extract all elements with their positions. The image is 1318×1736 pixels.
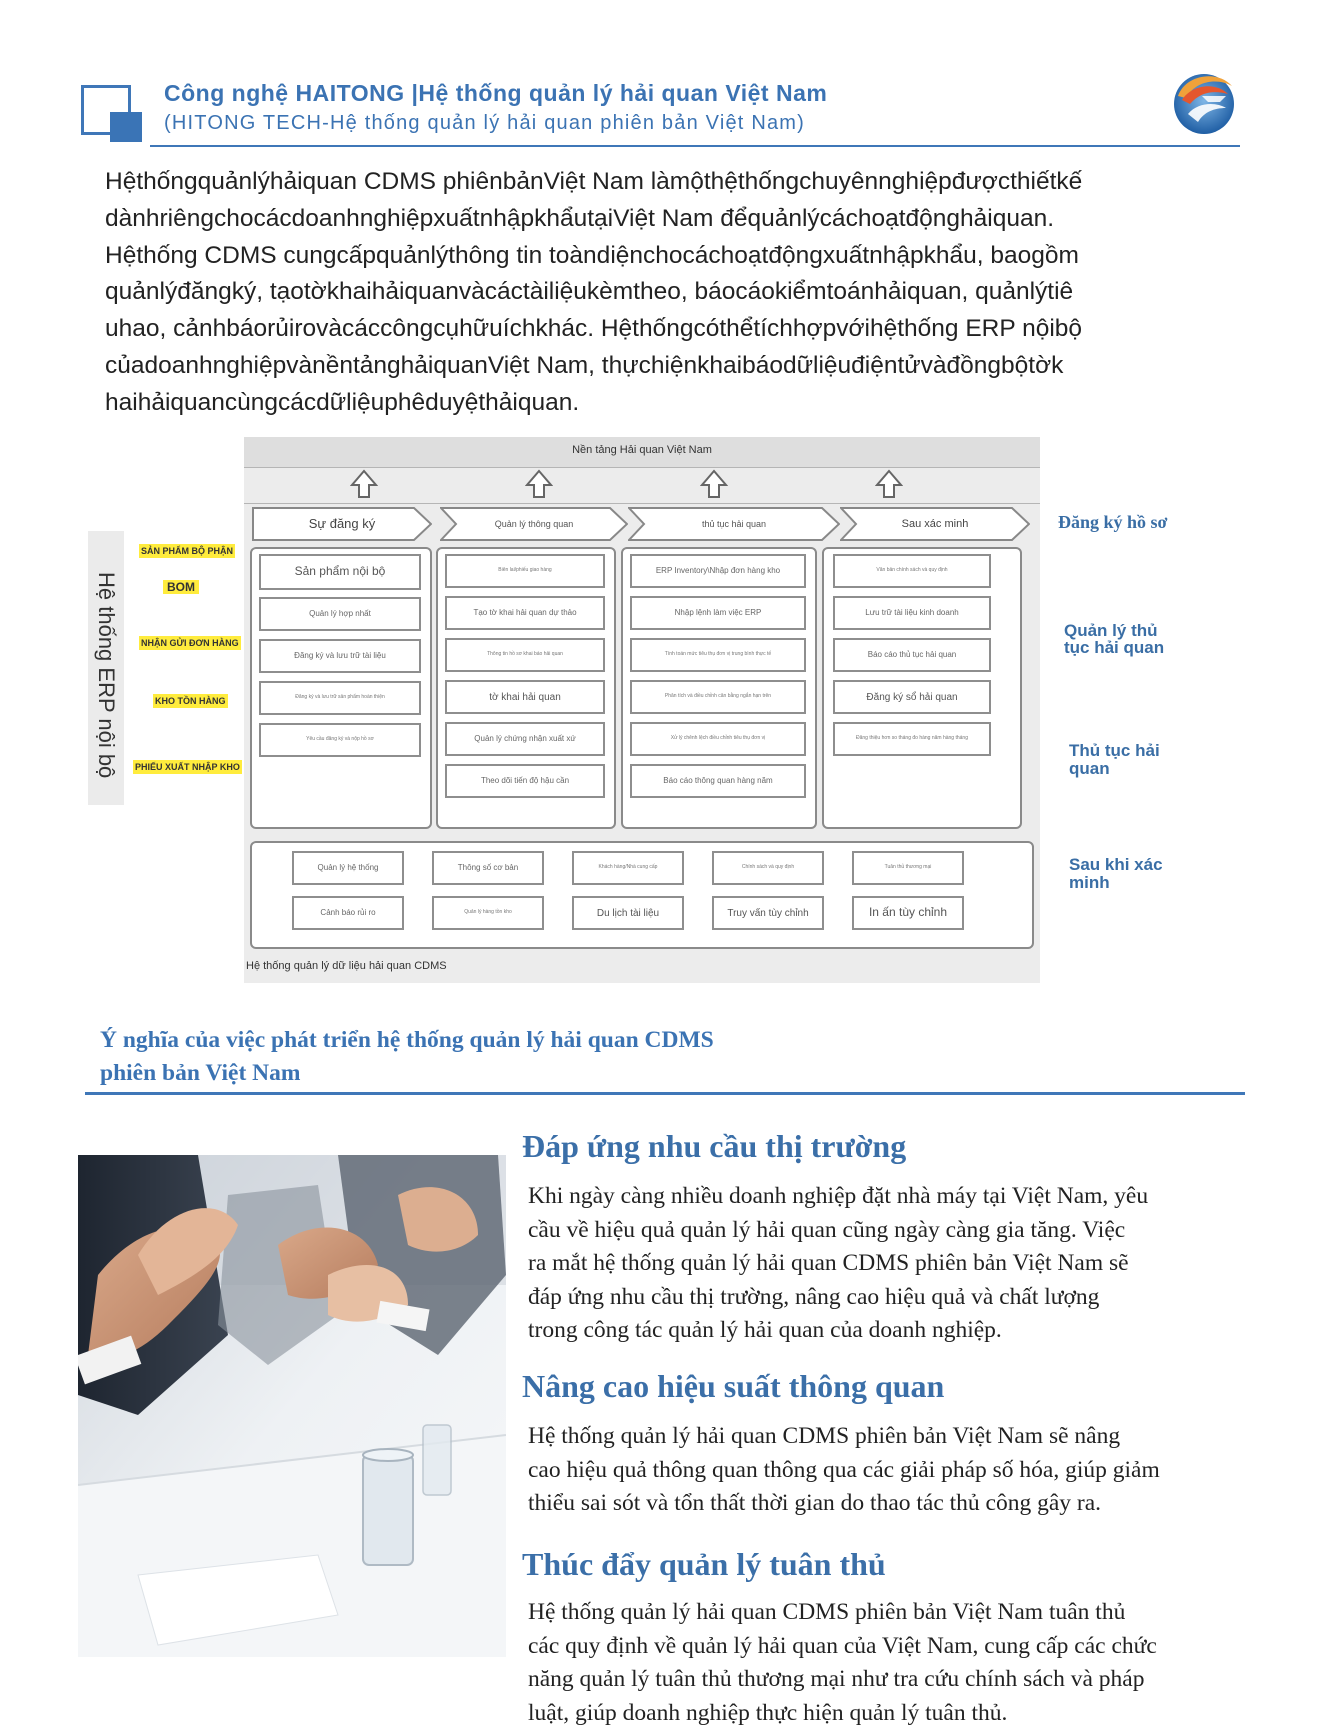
- block-title: Thúc đẩy quản lý tuân thủ: [522, 1546, 886, 1582]
- block-line: các quy định về quản lý hải quan của Việt Nam, cung cấp các chức: [528, 1632, 1157, 1659]
- header-subtitle: (HITONG TECH-Hệ thống quản lý hải quan phiên bản Việt Nam): [164, 112, 806, 134]
- erp-tag: BOM: [163, 580, 199, 594]
- erp-tag: KHO TỒN HÀNG: [155, 696, 226, 706]
- block-line: Khi ngày càng nhiều doanh nghiệp đặt nhà máy tại Việt Nam, yêu: [528, 1183, 1149, 1209]
- right-label: Quản lý thủ: [1064, 621, 1158, 640]
- column-item: Quản lý chứng nhận xuất xứ: [445, 722, 605, 756]
- right-label: Sau khi xác: [1069, 855, 1163, 874]
- up-arrow-icon: [350, 469, 378, 501]
- header-title: Công nghệ HAITONG |Hệ thống quản lý hải quan Việt Nam: [164, 80, 828, 106]
- intro-line: củadoanhnghiệpvànềntảnghảiquanViệt Nam, thựchiệnkhaibáodữliệuđiệntửvàđồngbộtờk: [105, 351, 1064, 379]
- right-label: quan: [1069, 759, 1110, 778]
- up-arrow-icon: [700, 469, 728, 501]
- module-item: Du lịch tài liệu: [572, 896, 684, 930]
- header-logo-square-fill: [110, 112, 142, 142]
- cdms-architecture-diagram: [244, 437, 1040, 983]
- block-paragraph: [528, 1180, 1248, 1348]
- column-item: Báo cáo thủ tục hải quan: [833, 638, 991, 672]
- section-heading: [100, 1024, 1000, 1090]
- right-label: Thủ tục hải: [1069, 741, 1160, 760]
- intro-line: uhao, cảnhbáorủirovàcáccôngcụhữuíchkhác. Hệthốngcóthểtíchhợpvớihệthống ERP nộibộ: [105, 315, 1083, 343]
- right-label: minh: [1069, 873, 1110, 892]
- column-item: tờ khai hải quan: [445, 680, 605, 714]
- up-arrow-icon: [525, 469, 553, 501]
- column-item: Sản phẩm nội bộ: [259, 554, 421, 590]
- module-item: Khách hàng/Nhà cung cấp: [572, 851, 684, 885]
- module-item: Cảnh báo rủi ro: [292, 896, 404, 930]
- step-chevron: [440, 507, 628, 541]
- intro-line: Hệthốngquảnlýhảiquan CDMS phiênbảnViệt Nam làmộthệthốngchuyênnghiệpđượcthiếtkế: [105, 168, 1083, 195]
- column-item: Lưu trữ tài liệu kinh doanh: [833, 596, 991, 630]
- module-item: Tuân thủ thương mại: [852, 851, 964, 885]
- company-logo-icon: [1168, 66, 1240, 138]
- section-heading-line: Ý nghĩa của việc phát triển hệ thống quản lý hải quan CDMS: [100, 1027, 714, 1053]
- step-label: Sự đăng ký: [308, 516, 376, 531]
- step-chevron: [628, 507, 840, 541]
- diagram-bottom-panel: [250, 841, 1034, 949]
- module-item: In ấn tùy chỉnh: [852, 896, 964, 930]
- section-heading-line: phiên bản Việt Nam: [100, 1060, 301, 1086]
- column-item: Biên lai/phiếu giao hàng: [445, 554, 605, 588]
- column-item: Tạo tờ khai hải quan dự thảo: [445, 596, 605, 630]
- block-paragraph: [528, 1420, 1248, 1521]
- column-item: Đăng ký và lưu trữ tài liệu: [259, 639, 421, 673]
- intro-line: dànhriêngchocácdoanhnghiệpxuấtnhậpkhẩutạiViệt Nam đểquảnlýcáchoạtđộnghảiquan.: [105, 204, 1055, 232]
- column-item: Yêu cầu đăng ký và nộp hồ sơ: [259, 723, 421, 757]
- erp-tag: NHẬN GỬI ĐƠN HÀNG: [141, 638, 239, 648]
- column-item: Theo dõi tiến độ hậu cần: [445, 764, 605, 798]
- step-chevron: [252, 507, 432, 541]
- erp-tag: PHIẾU XUẤT NHẬP KHO: [135, 762, 240, 772]
- block-line: luật, giúp doanh nghiệp thực hiện quản lý tuân thủ.: [528, 1699, 1008, 1726]
- block-line: Hệ thống quản lý hải quan CDMS phiên bản Việt Nam tuân thủ: [528, 1599, 1126, 1625]
- column-item: Nhập lệnh làm việc ERP: [630, 596, 806, 630]
- up-arrow-icon: [875, 469, 903, 501]
- module-item: Thông số cơ bản: [432, 851, 544, 885]
- diagram-divider: [244, 503, 1040, 504]
- diagram-column: [621, 547, 817, 829]
- module-item: Truy vấn tùy chỉnh: [712, 896, 824, 930]
- erp-label: Hệ thống ERP nội bộ: [94, 571, 119, 779]
- intro-line: Hệthống CDMS cungcấpquảnlýthông tin toàndiệnchocáchoạtđộngxuấtnhậpkhẩu, baogồm: [105, 241, 1079, 269]
- diagram-footer: Hệ thống quản lý dữ liệu hải quan CDMS: [246, 960, 447, 972]
- header-divider: [150, 145, 1240, 147]
- applause-photo: [78, 1155, 506, 1657]
- diagram-divider: [244, 467, 1040, 468]
- block-line: năng quản lý tuân thủ thương mại như tra cứu chính sách và pháp: [528, 1666, 1145, 1692]
- column-item: Báo cáo thông quan hàng năm: [630, 764, 806, 798]
- step-label: Quản lý thông quan: [494, 519, 574, 529]
- right-label: tục hải quan: [1064, 638, 1165, 657]
- block-line: cao hiệu quả thông quan thông qua các giải pháp số hóa, giúp giảm: [528, 1456, 1160, 1483]
- block-title: Đáp ứng nhu cầu thị trường: [522, 1128, 907, 1164]
- step-label: Sau xác minh: [901, 518, 969, 530]
- column-item: ERP Inventory\Nhập đơn hàng kho: [630, 554, 806, 588]
- module-item: Quản lý hệ thống: [292, 851, 404, 885]
- block-line: cầu về hiệu quả quản lý hải quan cũng ngày càng gia tăng. Việc: [528, 1216, 1126, 1243]
- column-item: Đăng ký và lưu trữ sản phẩm hoàn thiện: [259, 681, 421, 715]
- intro-line: quảnlýđăngký, tạotờkhaihảiquanvàcáctàiliệukèmtheo, báocáokiểmtoánhảiquan, quảnlýtiê: [105, 278, 1074, 306]
- step-label: thủ tục hải quan: [701, 519, 767, 529]
- intro-paragraph: [105, 164, 1245, 422]
- block-line: thiểu sai sót và tổn thất thời gian do thao tác thủ công gây ra.: [528, 1490, 1102, 1516]
- column-item: Văn bản chính sách và quy định: [833, 554, 991, 588]
- block-line: ra mắt hệ thống quản lý hải quan CDMS phiên bản Việt Nam sẽ: [528, 1250, 1129, 1276]
- column-item: Quản lý hợp nhất: [259, 597, 421, 631]
- section-divider: [85, 1092, 1245, 1095]
- diagram-column: [250, 547, 432, 829]
- column-item: Đăng ký sổ hải quan: [833, 680, 991, 714]
- column-item: Phân tích và điều chỉnh cân bằng ngắn hạn trên: [630, 680, 806, 714]
- block-line: trong công tác quản lý hải quan của doanh nghiệp.: [528, 1317, 1002, 1343]
- diagram-top-bar: Nền tảng Hải quan Việt Nam: [244, 437, 1040, 467]
- diagram-column: [436, 547, 616, 829]
- column-item: Thông tin hồ sơ khai báo hải quan: [445, 638, 605, 672]
- block-line: đáp ứng nhu cầu thị trường, nâng cao hiệu quả và chất lượng: [528, 1283, 1100, 1310]
- block-line: Hệ thống quản lý hải quan CDMS phiên bản Việt Nam sẽ nâng: [528, 1423, 1121, 1449]
- step-chevron: [840, 507, 1030, 541]
- block-paragraph: [528, 1596, 1248, 1730]
- column-item: Tính toán mức tiêu thụ đơn vị trung bình thực tế: [630, 638, 806, 672]
- block-title: Nâng cao hiệu suất thông quan: [522, 1368, 945, 1404]
- diagram-column: [822, 547, 1022, 829]
- column-item: Đăng thiệu hơn so tháng đo hàng năm hàng tháng: [833, 722, 991, 756]
- intro-line: haihảiquancùngcácdữliệuphêduyệthảiquan.: [105, 388, 580, 416]
- right-label: Đăng ký hồ sơ: [1058, 512, 1168, 532]
- erp-tag: SẢN PHẨM BỘ PHẬN: [141, 546, 234, 556]
- module-item: Quản lý hàng tồn kho: [432, 896, 544, 930]
- module-item: Chính sách và quy định: [712, 851, 824, 885]
- column-item: Xử lý chênh lệch điều chỉnh tiêu thụ đơn vị: [630, 722, 806, 756]
